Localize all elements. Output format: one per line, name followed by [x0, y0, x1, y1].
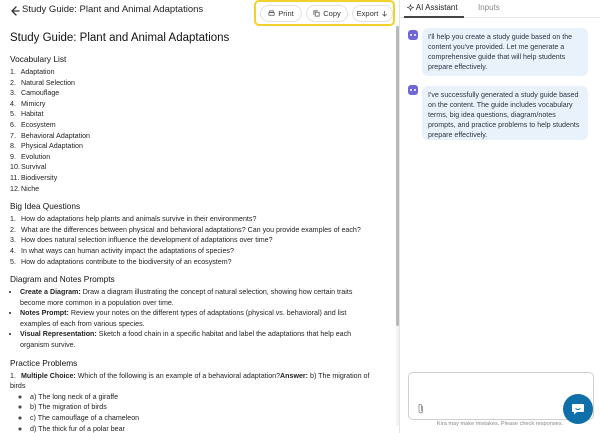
list-item: 1. How do adaptations help plants and animals survive in their environments? — [10, 215, 257, 224]
practice-heading: Practice Problems — [10, 357, 78, 368]
assistant-panel — [400, 0, 600, 433]
list-item: 3. How does natural selection influence the development of adaptations over time? — [10, 236, 273, 245]
assistant-avatar-icon — [408, 85, 418, 95]
list-item: 12. Niche — [10, 184, 40, 193]
tab-inputs-label: Inputs — [478, 3, 500, 12]
print-label: Print — [278, 9, 294, 18]
printer-icon — [268, 10, 275, 17]
print-button[interactable] — [260, 5, 302, 22]
study-guide-content — [0, 26, 396, 433]
tab-inputs[interactable] — [478, 3, 500, 12]
assistant-tabs — [400, 0, 600, 18]
vocab-heading: Vocabulary List — [10, 54, 67, 64]
chat-support-button[interactable] — [563, 394, 593, 424]
active-tab-indicator — [404, 16, 464, 18]
list-item: 10. Survival — [10, 163, 47, 172]
list-item: 4. In what ways can human activity impact the adaptations of species? — [10, 246, 234, 255]
big-idea-list — [10, 214, 396, 267]
assistant-message: I'll help you create a study guide based on the content you've provided. Let me generate a comprehensive guide that will help students prepare effectively. — [422, 28, 588, 76]
list-item: 1. Adaptation — [10, 68, 55, 76]
list-item: 1. Multiple Choice: Which of the following is an example of a behavioral adaptation?Answer: b) The migration of birds ◦ a) The long neck of a giraffe ◦ b) The migration of birds ◦ c) The camouflage of a chameleon ◦ d) The thick fur of a polar bear — [10, 371, 380, 433]
list-item: 5. Habitat — [10, 110, 44, 119]
vocab-list — [10, 67, 396, 194]
export-label: Export — [356, 9, 379, 18]
diagram-heading: Diagram and Notes Prompts — [10, 274, 115, 285]
document-toolbar — [0, 0, 399, 26]
option-list — [10, 392, 380, 433]
tab-ai-assistant[interactable] — [407, 3, 458, 12]
prompt-list — [10, 287, 370, 351]
list-item: • Create a Diagram: Draw a diagram illustrating the concept of natural selection, showing how certain traits become more common in a population over time. — [20, 287, 370, 308]
copy-label: Copy — [323, 9, 341, 18]
assistant-avatar-icon — [408, 30, 418, 40]
list-item: 2. What are the differences between physical and behavioral adaptations? Can you provide examples of each? — [10, 225, 361, 234]
disclaimer-text: Kira may make mistakes. Please check responses. — [436, 421, 564, 427]
action-button-group — [254, 0, 395, 26]
big-idea-heading: Big Idea Questions — [10, 201, 81, 212]
paperclip-icon[interactable] — [417, 403, 425, 415]
practice-list — [10, 371, 396, 433]
list-item: 4. Mimicry — [10, 99, 46, 108]
list-item: ◦ a) The long neck of a giraffe — [30, 392, 380, 403]
sparkle-icon — [407, 4, 414, 11]
list-item: 11. Biodiversity — [10, 173, 58, 182]
back-arrow-icon[interactable] — [7, 4, 21, 18]
tab-ai-label: AI Assistant — [415, 3, 458, 12]
list-item: ◦ c) The camouflage of a chameleon — [30, 413, 380, 424]
download-arrow-icon — [381, 10, 388, 17]
export-button[interactable] — [352, 5, 393, 22]
list-item: 6. Ecosystem — [10, 120, 56, 129]
list-item: ◦ d) The thick fur of a polar bear — [30, 424, 380, 433]
list-item: ◦ b) The migration of birds — [30, 402, 380, 413]
list-item: 3. Camouflage — [10, 89, 60, 98]
list-item: • Visual Representation: Sketch a food chain in a specific habitat and label the adaptations that help each organism survive. — [20, 329, 370, 350]
chat-bubble-icon — [570, 401, 586, 417]
list-item: 5. How do adaptations contribute to the biodiversity of an ecosystem? — [10, 257, 232, 266]
list-item: 7. Behavioral Adaptation — [10, 131, 91, 140]
assistant-message: I've successfully generated a study guide based on the content. The guide includes vocabulary terms, big idea questions, diagram/notes prompts, and practice problems to help students prepare effectively. — [422, 86, 588, 140]
list-item: 8. Physical Adaptation — [10, 142, 83, 151]
copy-button[interactable] — [306, 5, 348, 22]
list-item: 2. Natural Selection — [10, 78, 76, 87]
copy-icon — [313, 10, 320, 17]
page-title: Study Guide: Plant and Animal Adaptations — [10, 32, 230, 44]
list-item: 9. Evolution — [10, 152, 51, 161]
list-item: • Notes Prompt: Review your notes on the different types of adaptations (physical vs. behavioral) and list examples of each from various species. — [20, 308, 370, 329]
document-title: Study Guide: Plant and Animal Adaptations — [22, 4, 204, 15]
